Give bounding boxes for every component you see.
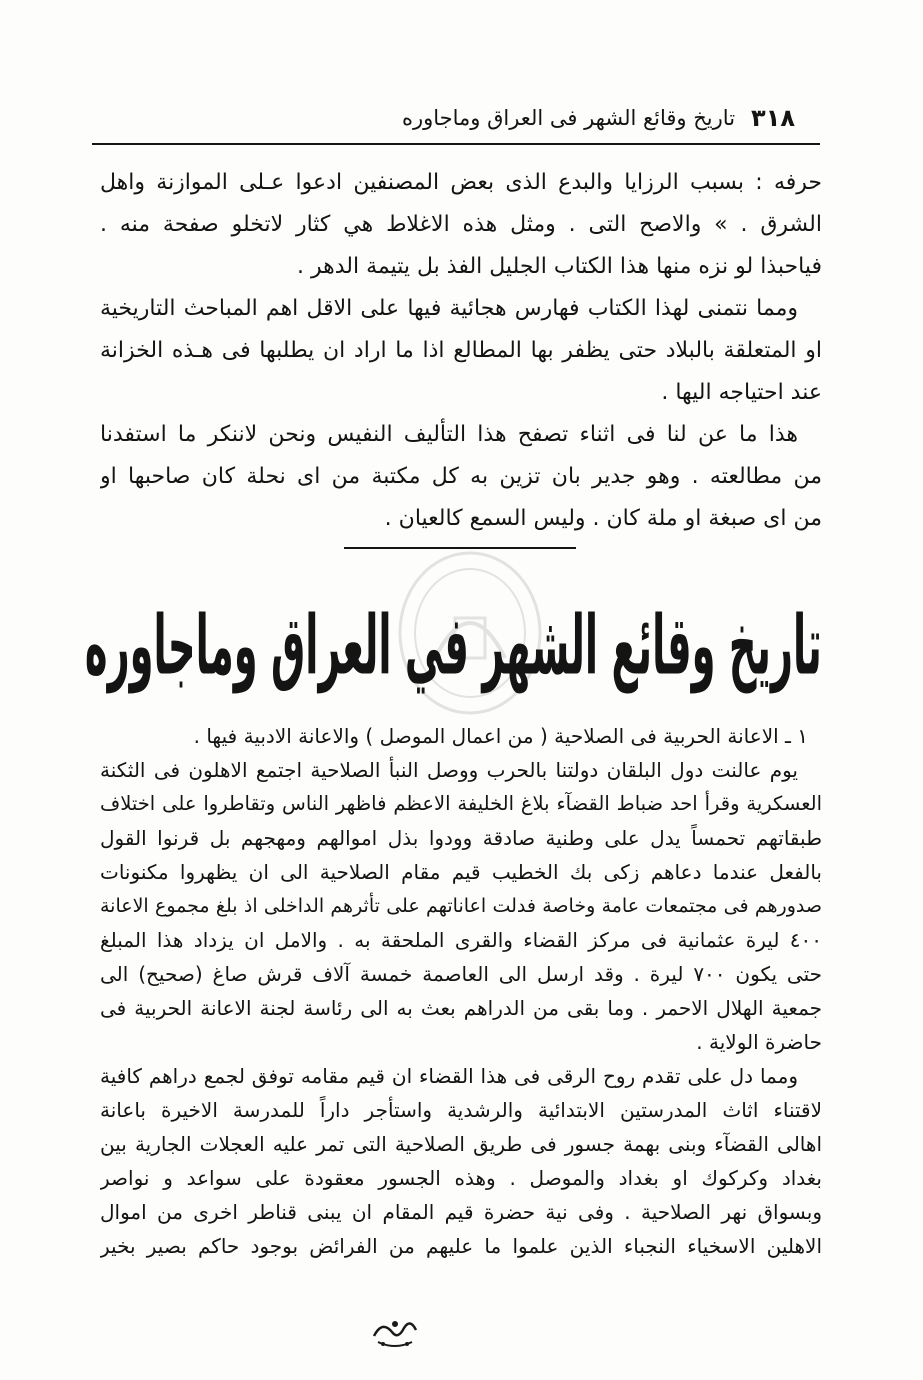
text-line: العسكرية وقرأ احد ضباط القضآء بلاغ الخليفة الاعظم فاظهر الناس وتقاطروا على اختلاف bbox=[100, 792, 822, 815]
text-line: هذا ما عن لنا فى اثناء تصفح هذا التأليف النفيس ونحن لاننكر ما استفدنا bbox=[100, 422, 798, 447]
article-text bbox=[100, 719, 822, 1263]
text-line: حتى يكون ٧٠٠ ليرة . وقد ارسل الى العاصمة خمسة آلاف قرش صاغ (صحيح) الى bbox=[100, 962, 822, 986]
text-line: بالفعل عندما دعاهم زكى بك الخطيب قيم مقام الصلاحية الى ان يظهروا مكنونات bbox=[100, 860, 822, 884]
text-line: اهالى القضآء وبنى بهمة جسور فى طريق الصلاحية التى تمر عليه العجلات الجارية بين bbox=[100, 1132, 822, 1156]
text-line: فياحبذا لو نزه منها هذا الكتاب الجليل الفذ بل يتيمة الدهر . bbox=[297, 254, 822, 279]
text-line: طبقاتهم تحمساً يدل على وطنية صادقة وودوا بذل اموالهم ومهجهم بل قرنوا القول bbox=[100, 826, 822, 850]
article-title-text: تاريخ وقائع الشهر في العراق وماجاوره bbox=[85, 598, 822, 694]
text-line: حرفه : بسبب الرزايا والبدع الذى بعض المصنفين ادعوا عـلى الموازنة واهل bbox=[100, 170, 822, 195]
text-line: من اى صبغة او ملة كان . وليس السمع كالعيان . bbox=[384, 506, 822, 531]
text-line: جمعية الهلال الاحمر . وما بقى من الدراهم بعث به الى رئاسة لجنة الاعانة الحربية فى bbox=[100, 996, 822, 1020]
review-text bbox=[100, 162, 822, 540]
article-title bbox=[85, 582, 822, 710]
text-line: ٤٠٠ ليرة عثمانية فى مركز القضاء والقرى الملحقة به . والامل ان يزداد هذا المبلغ bbox=[100, 928, 822, 952]
ornament-icon bbox=[368, 1312, 422, 1352]
text-line: ومما دل على تقدم روح الرقى فى هذا القضاء ان قيم مقامه توفق لجمع دراهم كافية bbox=[100, 1064, 798, 1088]
section-heading: ١ ـ الاعانة الحربية فى الصلاحية ( من اعمال الموصل ) والاعانة الادبية فيها . bbox=[193, 724, 808, 748]
paragraph bbox=[100, 288, 822, 414]
page-number: ٣١٨ bbox=[751, 104, 795, 132]
text-line: من مطالعته . وهو جدير بان تزين به كل مكتبة من اى نحلة كان صاحبها او bbox=[100, 464, 822, 489]
text-line: بغداد وكركوك او بغداد والموصل . وهذه الجسور معقودة على سواعد و نواصر bbox=[100, 1166, 822, 1190]
text-line: لاقتناء اثاث المدرستين الابتدائية والرشدية واستأجر داراً للمدرسة الاخيرة باعانة bbox=[100, 1098, 822, 1122]
text-line: الاهلين الاسخياء النجباء الذين علموا ما عليهم من الفرائض بوجود حاكم بصير بخير bbox=[100, 1234, 822, 1258]
text-line: ومما نتمنى لهذا الكتاب فهارس هجائية فيها على الاقل اهم المباحث التاريخية bbox=[100, 296, 798, 321]
running-header bbox=[402, 102, 795, 134]
paragraph bbox=[100, 1059, 822, 1263]
text-line: حاضرة الولاية . bbox=[696, 1030, 822, 1054]
paragraph bbox=[100, 414, 822, 540]
paragraph bbox=[100, 162, 822, 288]
text-line: عند احتياجه اليها . bbox=[661, 380, 822, 405]
text-line: وبسواق نهر الصلاحية . وفى نية حضرة قيم المقام ان يبنى قناطر اخرى من اموال bbox=[100, 1200, 822, 1224]
header-rule bbox=[92, 143, 820, 145]
text-line: يوم عالنت دول البلقان دولتنا بالحرب ووصل النبأ الصلاحية اجتمع الاهلون فى الثكنة bbox=[100, 758, 798, 782]
text-line: الشرق . » والاصح التى . ومثل هذه الاغلاط هي كثار لاتخلو صفحة منه . bbox=[100, 212, 822, 237]
text-line: او المتعلقة بالبلاد حتى يظفر بها المطالع اذا ما اراد ان يطلبها فى هـذه الخزانة bbox=[100, 338, 822, 363]
text-line: صدورهم فى مجتمعات عامة وخاصة فدلت اعاناتهم على تأثرهم الداخلى اذ بلغ مجموع الاعانة bbox=[100, 895, 822, 917]
paragraph bbox=[100, 753, 822, 1059]
running-title: تاريخ وقائع الشهر فى العراق وماجاوره bbox=[401, 106, 736, 130]
